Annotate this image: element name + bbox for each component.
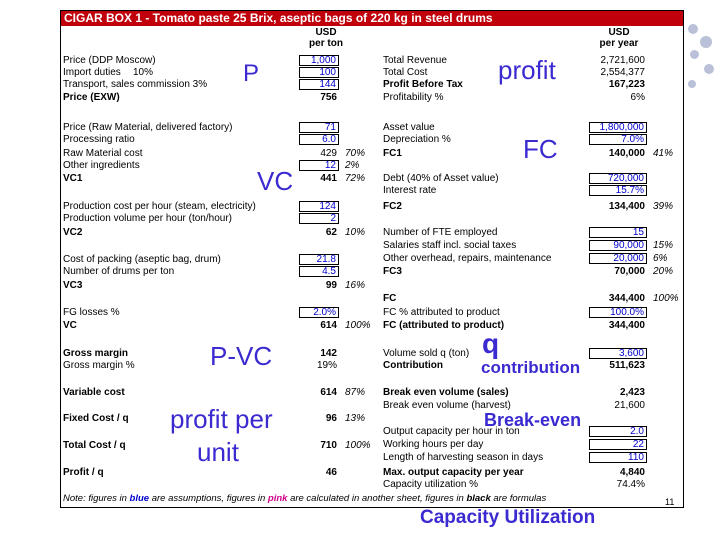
label-fc-attr: FC (attributed to product): [383, 320, 505, 331]
label-gross-margin: Gross margin: [63, 348, 129, 359]
label-fc1: FC1: [383, 148, 402, 159]
label-transport: Transport, sales commission 3%: [63, 79, 208, 90]
label-volume-sold: Volume sold q (ton): [383, 348, 470, 359]
label-profit-before-tax: Profit Before Tax: [383, 79, 463, 90]
label-import-duties: Import duties: [63, 67, 121, 78]
col-header-per-ton: per ton: [309, 38, 343, 49]
label-prod-cost-hour: Production cost per hour (steam, electricity): [63, 201, 256, 212]
pct-fc2: 39%: [653, 201, 674, 212]
label-fte: Number of FTE employed: [383, 227, 498, 238]
value-vc: 614: [320, 320, 337, 331]
value-raw-material-cost: 429: [320, 148, 337, 159]
decorative-dot: [688, 80, 696, 88]
label-raw-material-cost: Raw Material cost: [63, 148, 143, 159]
label-total-revenue: Total Revenue: [383, 55, 447, 66]
label-contribution: Contribution: [383, 360, 443, 371]
label-cost-packing: Cost of packing (aseptic bag, drum): [63, 254, 221, 265]
value-fg-losses: 2.0%: [299, 307, 339, 318]
label-processing-ratio: Processing ratio: [63, 134, 135, 145]
annotation-p: P: [243, 60, 260, 87]
decorative-dot: [704, 64, 714, 74]
value-working-hours: 22: [589, 439, 647, 450]
label-other-overhead: Other overhead, repairs, maintenance: [383, 253, 552, 264]
annotation-vc: VC: [257, 166, 294, 196]
label-total-cost: Total Cost: [383, 67, 428, 78]
label-interest-rate: Interest rate: [383, 185, 437, 196]
annotation-profit-per-unit-2: unit: [197, 437, 239, 467]
pct-import-duties: 10%: [133, 67, 154, 78]
note-blue: blue: [129, 493, 150, 504]
value-fc2: 134,400: [608, 201, 645, 212]
value-profit-before-tax: 167,223: [608, 79, 645, 90]
annotation-profit: profit: [498, 55, 556, 85]
value-processing-ratio: 6.0: [299, 134, 339, 145]
annotation-q: q: [482, 328, 500, 359]
value-fc: 344,400: [608, 293, 645, 304]
value-interest-rate: 15.7%: [589, 185, 647, 196]
footer-note: [63, 493, 546, 504]
value-contribution: 511,623: [609, 360, 645, 371]
label-price-ddp: Price (DDP Moscow): [63, 55, 156, 66]
label-vc1: VC1: [63, 173, 83, 184]
value-gross-margin-pct: 19%: [316, 360, 337, 371]
label-fg-losses: FG losses %: [63, 307, 120, 318]
label-variable-cost: Variable cost: [63, 387, 125, 398]
col-header-usd-year: USD: [608, 27, 630, 38]
pct-salaries: 15%: [653, 240, 674, 251]
value-profit-q: 46: [325, 467, 337, 478]
value-total-cost-q: 710: [320, 440, 337, 451]
label-profitability: Profitability %: [383, 92, 444, 103]
label-asset-value: Asset value: [383, 122, 435, 133]
value-total-cost: 2,554,377: [600, 67, 645, 78]
pct-vc: 100%: [345, 320, 371, 331]
value-other-overhead: 20,000: [589, 253, 647, 264]
value-profitability: 6%: [630, 92, 645, 103]
value-fte: 15: [589, 227, 647, 238]
value-prod-cost-hour: 124: [299, 201, 339, 212]
note-mid1: are assumptions, figures in: [151, 493, 266, 504]
label-prod-volume-hour: Production volume per hour (ton/hour): [63, 213, 232, 224]
pct-raw-material-cost: 70%: [345, 148, 366, 159]
page-number: 11: [665, 497, 675, 507]
pct-vc3: 16%: [345, 280, 366, 291]
label-gross-margin-pct: Gross margin %: [63, 360, 135, 371]
label-salaries: Salaries staff incl. social taxes: [383, 240, 517, 251]
label-be-harvest: Break even volume (harvest): [383, 400, 511, 411]
decorative-dot: [690, 50, 699, 59]
value-season-length: 110: [589, 452, 647, 463]
col-header-per-year: per year: [599, 38, 639, 49]
sheet-title: CIGAR BOX 1 - Tomato paste 25 Brix, aseptic bags of 220 kg in steel drums: [61, 11, 683, 26]
annotation-profit-per-unit-1: profit per: [170, 404, 273, 434]
label-fc2: FC2: [383, 201, 402, 212]
note-mid2: are calculated in another sheet, figures in: [290, 493, 464, 504]
value-gross-margin: 142: [320, 348, 337, 359]
label-price-raw: Price (Raw Material, delivered factory): [63, 122, 233, 133]
annotation-contribution: contribution: [481, 358, 581, 377]
value-be-harvest: 21,600: [614, 400, 645, 411]
pct-total-cost-q: 100%: [345, 440, 371, 451]
value-salaries: 90,000: [589, 240, 647, 251]
value-be-sales: 2,423: [619, 387, 645, 398]
value-vc3: 99: [325, 280, 337, 291]
label-fc: FC: [383, 293, 397, 304]
value-drums-per-ton: 4.5: [299, 266, 339, 277]
label-depreciation: Depreciation %: [383, 134, 451, 145]
value-debt: 720,000: [589, 173, 647, 184]
value-fc-pct-attr: 100.0%: [589, 307, 647, 318]
label-price-exw: Price (EXW): [63, 92, 120, 103]
note-pink: pink: [267, 493, 288, 504]
value-cost-packing: 21.8: [299, 254, 339, 265]
col-header-usd: USD: [315, 27, 337, 38]
pct-fixed-cost-q: 13%: [345, 413, 366, 424]
label-output-capacity: Output capacity per hour in ton: [383, 426, 520, 437]
label-capacity-util: Capacity utilization %: [383, 479, 479, 490]
label-max-output: Max. output capacity per year: [383, 467, 524, 478]
label-fc3: FC3: [383, 266, 402, 277]
value-asset-value: 1,800,000: [589, 122, 647, 133]
decorative-dot: [700, 36, 712, 48]
value-other-ingredients: 12: [299, 160, 339, 171]
label-be-sales: Break even volume (sales): [383, 387, 509, 398]
value-price-exw: 756: [320, 92, 337, 103]
label-working-hours: Working hours per day: [383, 439, 484, 450]
value-import-duties: 100: [299, 67, 339, 78]
annotation-break-even: Break-even: [484, 410, 582, 430]
label-season-length: Length of harvesting season in days: [383, 452, 544, 463]
value-price-raw: 71: [299, 122, 339, 133]
value-transport: 144: [299, 79, 339, 90]
value-total-revenue: 2,721,600: [600, 55, 645, 66]
label-vc3: VC3: [63, 280, 83, 291]
note-post: are formulas: [493, 493, 547, 504]
annotation-capacity-utilization: Capacity Utilization: [420, 507, 596, 528]
value-variable-cost: 614: [320, 387, 337, 398]
value-vc2: 62: [325, 227, 337, 238]
value-fc3: 70,000: [614, 266, 645, 277]
pct-fc1: 41%: [653, 148, 674, 159]
pct-vc2: 10%: [345, 227, 366, 238]
annotation-fc: FC: [523, 134, 558, 164]
value-fixed-cost-q: 96: [325, 413, 337, 424]
label-fc-pct-attr: FC % attributed to product: [383, 307, 500, 318]
pct-other-overhead: 6%: [653, 253, 668, 264]
pct-other-ingredients: 2%: [345, 160, 360, 171]
decorative-dot: [688, 24, 698, 34]
label-total-cost-q: Total Cost / q: [63, 440, 126, 451]
note-black: black: [466, 493, 491, 504]
value-fc-attr: 344,400: [608, 320, 645, 331]
value-output-capacity: 2.0: [589, 426, 647, 437]
value-depreciation: 7.0%: [589, 134, 647, 145]
label-vc: VC: [63, 320, 77, 331]
value-max-output: 4,840: [619, 467, 645, 478]
pct-fc3: 20%: [653, 266, 674, 277]
annotation-pvc: P-VC: [210, 341, 273, 371]
pct-fc: 100%: [653, 293, 679, 304]
value-price-ddp: 1,000: [299, 55, 339, 66]
value-fc1: 140,000: [608, 148, 645, 159]
label-drums-per-ton: Number of drums per ton: [63, 266, 175, 277]
value-vc1: 441: [320, 173, 337, 184]
spreadsheet: [60, 10, 684, 508]
label-other-ingredients: Other ingredients: [63, 160, 140, 171]
pct-variable-cost: 87%: [345, 387, 366, 398]
value-capacity-util: 74.4%: [616, 479, 645, 490]
pct-vc1: 72%: [345, 173, 366, 184]
note-pre: Note: figures in: [63, 493, 127, 504]
label-vc2: VC2: [63, 227, 83, 238]
value-volume-sold: 3,600: [589, 348, 647, 359]
label-profit-q: Profit / q: [63, 467, 104, 478]
label-debt: Debt (40% of Asset value): [383, 173, 499, 184]
label-fixed-cost-q: Fixed Cost / q: [63, 413, 129, 424]
value-prod-volume-hour: 2: [299, 213, 339, 224]
